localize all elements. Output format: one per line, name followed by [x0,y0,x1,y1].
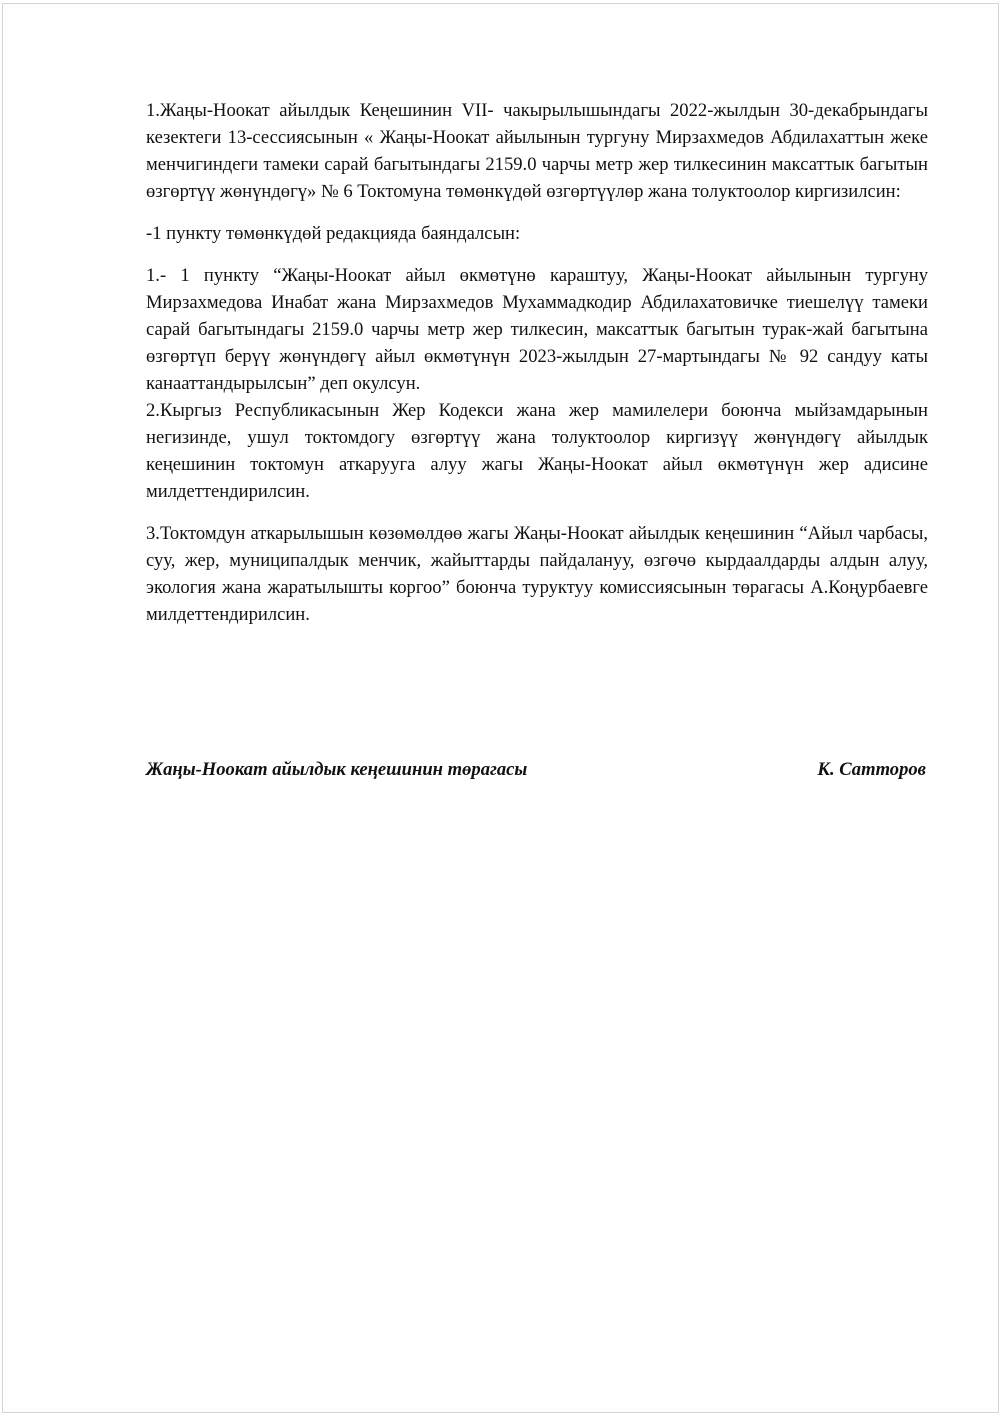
signature-name: К. Сатторов [817,759,926,780]
paragraph-1-amendment: 1.Жаңы-Ноокат айылдык Кеңешинин VII- чакырылышындагы 2022-жылдын 30-декабрындагы кезектеги 13-сессиясынын « Жаңы-Ноокат айылынын тургуну Мирзахмедов Абдилахаттын жеке менчигиндеги тамеки сарай багытындагы 2159.0 чарчы метр жер тилкесинин максаттык багытын өзгөртүү жөнүндөгү» № 6 Токтомуна төмөнкүдөй өзгөртүүлөр жана толуктоолор киргизилсин: [146,100,928,202]
paragraph-3-control: 3.Токтомдун аткарылышын көзөмөлдөө жагы Жаңы-Ноокат айылдык кеңешинин “Айыл чарбасы, суу, жер, муниципалдык менчик, жайыттарды пайдалануу, өзгөчө кырдаалдарды алдын алуу, экология жана жаратылышты коргоо” боюнча туруктуу комиссиясынын төрагасы А.Коңурбаевге милдеттендирилсин. [146,523,928,625]
signature-block [146,756,926,783]
paragraph-point-1-text: 1.- 1 пункту “Жаңы-Ноокат айыл өкмөтүнө караштуу, Жаңы-Ноокат айылынын тургуну Мирзахмедова Инабат жана Мирзахмедов Мухаммадкодир Абдилахатовичке тиешелүү тамеки сарай багытындагы 2159.0 чарчы метр жер тилкесин, максаттык багытын турак-жай багытына өзгөртүп берүү жөнүндөгү айыл өкмөтүнүн 2023-жылдын 27-мартындагы № 92 сандуу каты канааттандырылсын” деп окулсун. [146,265,928,394]
paragraph-redaction-note: -1 пункту төмөнкүдөй редакцияда баяндалсын: [146,223,521,244]
signature-title: Жаңы-Ноокат айылдык кеңешинин төрагасы [146,759,528,780]
paragraph-2-execution: 2.Кыргыз Республикасынын Жер Кодекси жана жер мамилелери боюнча мыйзамдарынын негизинде, ушул токтомдогу өзгөртүү жана толуктоолор киргизүү жөнүндөгү айылдык кеңешинин токтомун аткарууга алуу жагы Жаңы-Ноокат айыл өкмөтүнүн жер адисине милдеттендирилсин. [146,400,928,502]
document-body [146,97,928,628]
